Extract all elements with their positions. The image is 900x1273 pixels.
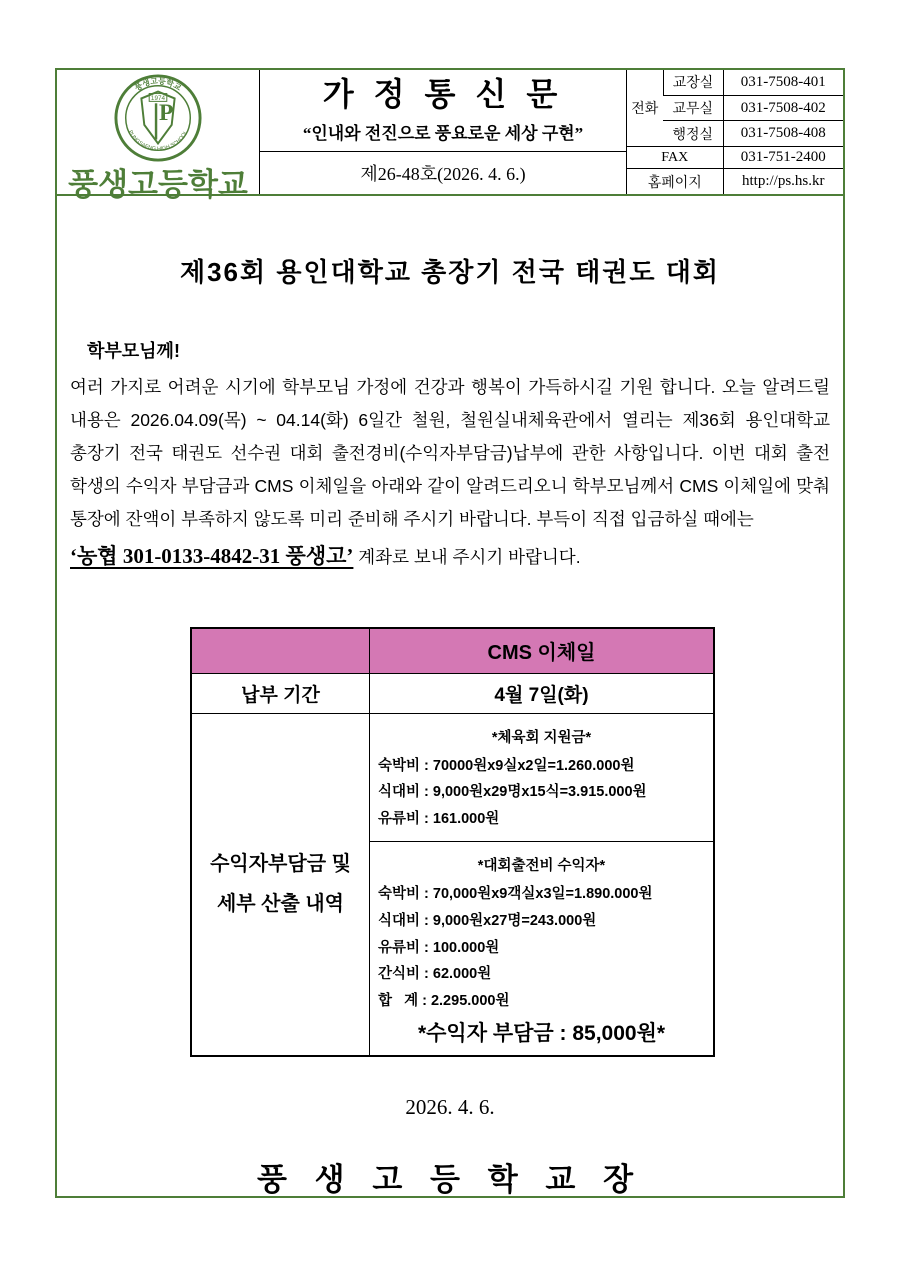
bank-account: ‘농협 301-0133-4842-31 풍생고’ [70, 544, 354, 568]
school-emblem-icon [113, 73, 203, 168]
cost-line: 합 계 : 2.295.000원 [377, 993, 510, 1010]
payment-period-label: 납부 기간 [191, 673, 369, 713]
header-logo-cell [57, 70, 260, 202]
cost-line: 간식비 : 62.000원 [377, 966, 492, 983]
room-label: 행정실 [663, 121, 723, 147]
detail-label-line2: 세부 산출 내역 [216, 893, 345, 916]
table-row [627, 147, 843, 169]
account-tail-text: 계좌로 보내 주시기 바랍니다. [353, 547, 581, 567]
section-title: *체육회 지원금* [491, 729, 592, 746]
svg-text:1974: 1974 [150, 94, 166, 102]
phone-label: 전화 [631, 102, 659, 118]
beneficiary-total: *수익자 부담금 : 85,000원* [417, 1022, 666, 1045]
table-header-row [191, 628, 714, 673]
fax-label: FAX [627, 147, 723, 169]
doc-title-block [260, 70, 626, 151]
svg-text:풍생고등학교: 풍생고등학교 [133, 76, 183, 93]
cms-schedule-table [190, 627, 715, 1057]
table-row [191, 713, 714, 841]
document-date: 2026. 4. 6. [405, 1095, 495, 1119]
table-row [627, 169, 843, 194]
cost-line: 식대비 : 9,000원x29명x15식=3.915.000원 [377, 784, 647, 801]
phone-number: 031-7508-401 [723, 70, 843, 95]
payment-date: 4월 7일(화) [369, 673, 714, 713]
support-fund-section [369, 713, 714, 841]
issue-number: 제26-48호(2026. 4. 6.) [260, 151, 626, 194]
phone-number: 031-7508-402 [723, 95, 843, 121]
doc-title: 가 정 통 신 문 [322, 75, 564, 112]
header [57, 70, 843, 202]
cost-line: 숙박비 : 70000원x9실x2일=1.260.000원 [377, 757, 635, 774]
beneficiary-cost-section [369, 841, 714, 1056]
newsletter-page [55, 68, 845, 1198]
contact-table [627, 70, 843, 194]
account-line [57, 536, 843, 577]
cost-line: 유류비 : 100.000원 [377, 939, 500, 956]
homepage-label: 홈페이지 [627, 169, 723, 194]
detail-label-cell [191, 713, 369, 1056]
doc-subtitle: “인내와 전진으로 풍요로운 세상 구현” [302, 124, 584, 144]
header-title-cell [260, 70, 627, 194]
homepage-url: http://ps.hs.kr [723, 169, 843, 194]
svg-text:PUNGSAENG HIGH SCHOOL: PUNGSAENG HIGH SCHOOL [126, 129, 190, 153]
cost-line: 숙박비 : 70,000원x9객실x3일=1.890.000원 [377, 885, 653, 902]
phone-number: 031-7508-408 [723, 121, 843, 147]
principal-signature: 풍 생 고 등 학 교 장 [256, 1162, 644, 1197]
body-paragraph: 여러 가지로 어려운 시기에 학부모님 가정에 건강과 행복이 가득하시길 기원 합니다. 오늘 알려드릴 내용은 2026.04.09(목) ~ 04.14(화) 6일간 철원, 철원실내체육관에서 열리는 제36회 용인대학교 총장기 전국 태권도 선수권 대회 출전경비(수익자부담금)납부에 관한 사항입니다. 이번 대회 출전 학생의 수익자 부담금과 CMS 이체일을 아래와 같이 알려드리오니 학부모님께서 CMS 이체일에 맞춰 통장에 잔액이 부족하지 않도록 미리 준비해 주시기 바랍니다. 부득이 직접 입금하실 때에는 [70, 377, 830, 529]
fax-number: 031-751-2400 [723, 147, 843, 169]
cms-header-cell: CMS 이체일 [369, 628, 714, 673]
svg-text:P: P [158, 99, 174, 126]
cost-line: 유류비 : 161.000원 [377, 811, 500, 828]
table-row [627, 70, 843, 95]
room-label: 교무실 [663, 95, 723, 121]
cost-line: 식대비 : 9,000원x27명=243.000원 [377, 912, 597, 929]
greeting: 학부모님께! [87, 341, 180, 361]
page-title: 제36회 용인대학교 총장기 전국 태권도 대회 [179, 257, 720, 287]
section-title: *대회출전비 수익자* [477, 857, 606, 874]
header-empty-cell [191, 628, 369, 673]
table-row [191, 673, 714, 713]
room-label: 교장실 [663, 70, 723, 95]
detail-label-line1: 수익자부담금 및 [210, 853, 351, 876]
school-name: 풍생고등학교 [68, 167, 248, 202]
header-contact-cell [627, 70, 843, 194]
